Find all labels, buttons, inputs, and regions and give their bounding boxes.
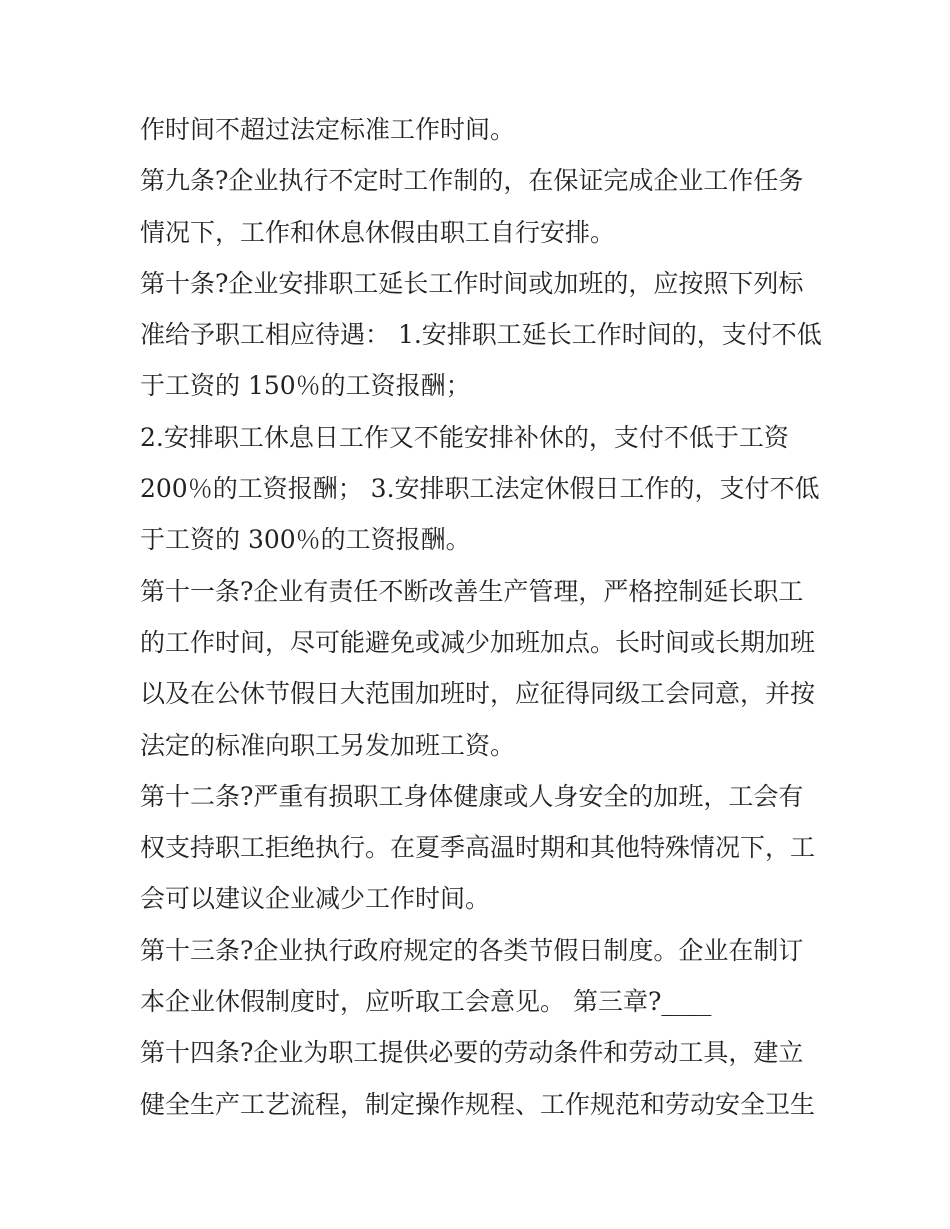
text-line: 的工作时间，尽可能避免或减少加班加点。长时间或长期加班: [140, 627, 816, 657]
text-line: 以及在公休节假日大范围加班时，应征得同级工会同意，并按: [140, 679, 816, 709]
text-line: 第九条?企业执行不定时工作制的，在保证完成企业工作任务: [140, 166, 804, 196]
text-line: 2.安排职工休息日工作又不能安排补休的，支付不低于工资: [140, 422, 789, 452]
text-line: 情况下，工作和休息休假由职工自行安排。: [140, 217, 616, 247]
text-line: 本企业休假制度时，应听取工会意见。 第三章?____: [140, 987, 712, 1017]
text-line: 第十条?企业安排职工延长工作时间或加班的，应按照下列标: [140, 268, 804, 298]
text-line: 准给予职工相应待遇： 1.安排职工延长工作时间的，支付不低: [140, 320, 822, 350]
text-line: 第十四条?企业为职工提供必要的劳动条件和劳动工具，建立: [140, 1038, 804, 1068]
text-line: 第十二条?严重有损职工身体健康或人身安全的加班，工会有: [140, 781, 804, 811]
text-line: 健全生产工艺流程，制定操作规程、工作规范和劳动安全卫生: [140, 1089, 816, 1119]
text-line: 200％的工资报酬； 3.安排职工法定休假日工作的，支付不低: [140, 474, 820, 504]
text-line: 会可以建议企业减少工作时间。: [140, 884, 491, 914]
text-line: 第十一条?企业有责任不断改善生产管理，严格控制延长职工: [140, 576, 804, 606]
document-body: [140, 104, 830, 1130]
text-line: 作时间不超过法定标准工作时间。: [140, 115, 516, 144]
text-line: 权支持职工拒绝执行。在夏季高温时期和其他特殊情况下，工: [140, 833, 816, 863]
text-line: 第十三条?企业执行政府规定的各类节假日制度。企业在制订: [140, 935, 804, 965]
text-line: 于工资的 300％的工资报酬。: [140, 525, 471, 555]
text-line: 法定的标准向职工另发加班工资。: [140, 730, 516, 760]
text-line: 于工资的 150％的工资报酬；: [140, 371, 471, 401]
